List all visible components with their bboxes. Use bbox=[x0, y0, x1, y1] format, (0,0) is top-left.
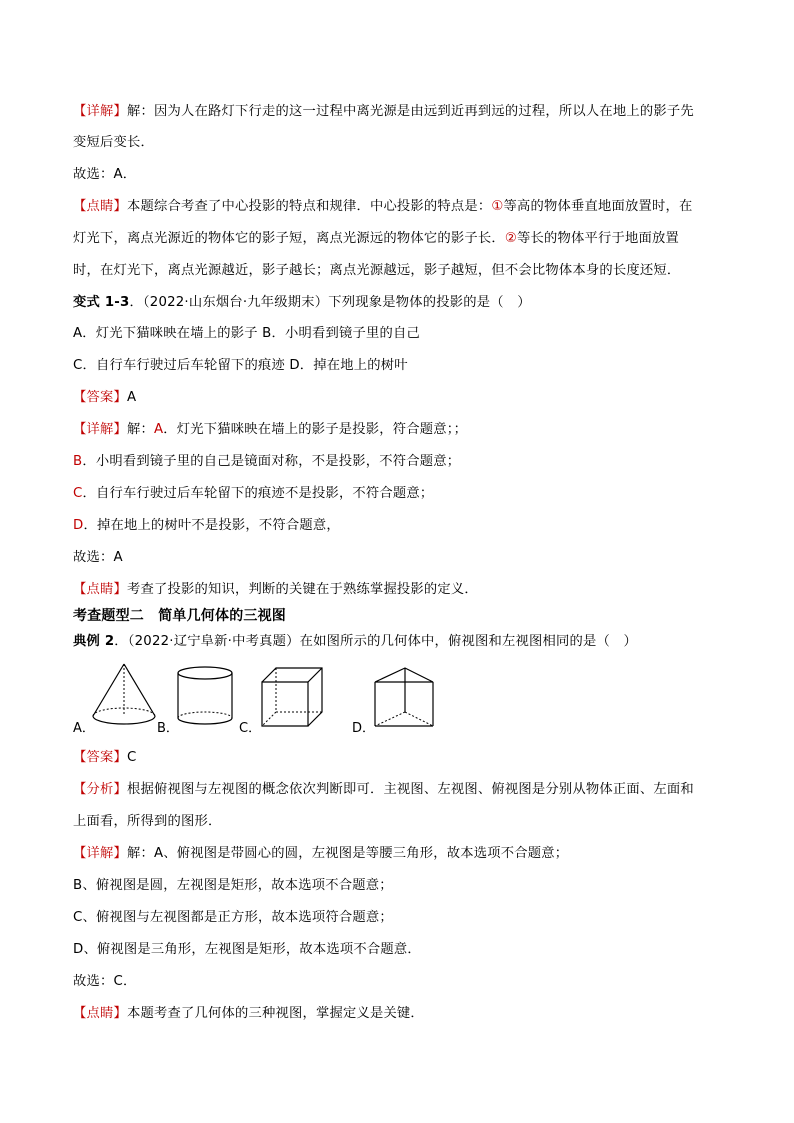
detail-cont: 变短后变长． bbox=[73, 135, 154, 150]
question-13 bbox=[73, 293, 531, 313]
comment-text-5: 本题考查了几何体的三种视图，掌握定义是关键． bbox=[127, 1006, 424, 1021]
example-label: 典例 2 bbox=[73, 634, 115, 649]
analysis-cont: 上面看，所得到的图形． bbox=[73, 814, 222, 829]
comment-l2-post: 等长的物体平行于地面放置 bbox=[517, 231, 679, 246]
prism-icon bbox=[371, 664, 437, 728]
cylinder-icon bbox=[175, 664, 235, 728]
section-heading: 考查题型二 简单几何体的三视图 bbox=[73, 608, 286, 624]
comment-line-2 bbox=[73, 229, 679, 249]
analysis-line bbox=[73, 780, 694, 800]
tag-analysis: 【分析】 bbox=[73, 782, 127, 797]
tag-comment: 【点睛】 bbox=[73, 199, 127, 214]
letter-a: A bbox=[154, 422, 164, 437]
answer-value: A bbox=[127, 390, 137, 405]
comment-line bbox=[73, 197, 693, 217]
select-line-2: 故选：A bbox=[73, 550, 123, 565]
letter-c: C bbox=[73, 486, 83, 501]
detail-2-d: D、俯视图是三角形，左视图是矩形，故本选项不合题意． bbox=[73, 942, 421, 957]
example-2 bbox=[73, 632, 637, 652]
cube-icon bbox=[258, 664, 328, 728]
example-text: ．（2022·辽宁阜新·中考真题）在如图所示的几何体中，俯视图和左视图相同的是（ ） bbox=[114, 634, 638, 649]
detail-2 bbox=[73, 844, 568, 864]
fig-label-b: B． bbox=[157, 721, 179, 736]
comment-text-2: 等高的物体垂直地面放置时，在 bbox=[503, 199, 693, 214]
comment-text: 本题综合考查了中心投影的特点和规律．中心投影的特点是： bbox=[127, 199, 492, 214]
circled-two: ② bbox=[504, 231, 518, 246]
comment-line-5 bbox=[73, 1004, 424, 1024]
analysis-text: 根据俯视图与左视图的概念依次判断即可．主视图、左视图、俯视图是分别从物体正面、左面和 bbox=[127, 782, 694, 797]
circled-one: ① bbox=[491, 199, 504, 214]
letter-b: B bbox=[73, 454, 83, 469]
fig-label-d: D． bbox=[352, 721, 376, 736]
tag-detail-2: 【详解】 bbox=[73, 422, 127, 437]
comment-line-3: 时，在灯光下，离点光源越近，影子越长；离点光源越远，影子越短，但不会比物体本身的长度还短． bbox=[73, 263, 681, 278]
detail-text: 解：因为人在路灯下行走的这一过程中离光源是由远到近再到远的过程，所以人在地上的影子先 bbox=[127, 104, 694, 119]
options-cd: C．自行车行驶过后车轮留下的痕迹 D．掉在地上的树叶 bbox=[73, 358, 408, 373]
fig-label-a: A． bbox=[73, 721, 95, 736]
letter-d: D bbox=[73, 518, 84, 533]
detail-c-text: ．自行车行驶过后车轮留下的痕迹不是投影，不符合题意； bbox=[82, 486, 434, 501]
detail-c bbox=[73, 484, 433, 504]
answer-value-2: C bbox=[127, 750, 137, 765]
detail-b bbox=[73, 452, 460, 472]
detail-d-text: ．掉在地上的树叶不是投影，不符合题意， bbox=[83, 518, 340, 533]
tag-detail: 【详解】 bbox=[73, 104, 127, 119]
detail-2-text: 解：A、俯视图是带圆心的圆，左视图是等腰三角形，故本选项不合题意； bbox=[127, 846, 569, 861]
select-line-3: 故选：C． bbox=[73, 974, 137, 989]
tag-comment-2: 【点睛】 bbox=[73, 582, 127, 597]
tag-detail-3: 【详解】 bbox=[73, 846, 127, 861]
fig-label-c: C． bbox=[239, 721, 262, 736]
answer-line bbox=[73, 388, 136, 408]
detail-a-text: ．灯光下猫咪映在墙上的影子是投影，符合题意；； bbox=[163, 422, 468, 437]
answer-line-2 bbox=[73, 748, 137, 768]
figure-options bbox=[73, 660, 453, 740]
detail-2-b: B、俯视图是圆，左视图是矩形，故本选项不合题意； bbox=[73, 878, 393, 893]
detail-pre: 解： bbox=[127, 422, 154, 437]
detail-line bbox=[73, 102, 694, 122]
tag-answer: 【答案】 bbox=[73, 390, 127, 405]
tag-comment-3: 【点睛】 bbox=[73, 1006, 127, 1021]
options-ab: A．灯光下猫咪映在墙上的影子 B．小明看到镜子里的自己 bbox=[73, 326, 420, 341]
tag-answer-2: 【答案】 bbox=[73, 750, 127, 765]
detail-2-c: C、俯视图与左视图都是正方形，故本选项符合题意； bbox=[73, 910, 393, 925]
comment-text-4: 考查了投影的知识，判断的关键在于熟练掌握投影的定义． bbox=[127, 582, 478, 597]
comment-l2-pre: 灯光下，离点光源近的物体它的影子短，离点光源远的物体它的影子长． bbox=[73, 231, 505, 246]
comment-line-4 bbox=[73, 580, 478, 600]
question-text: ．（2022·山东烟台·九年级期末）下列现象是物体的投影的是（ ） bbox=[129, 295, 531, 310]
cone-icon bbox=[89, 660, 159, 728]
detail-d bbox=[73, 516, 340, 536]
select-line: 故选：A． bbox=[73, 167, 137, 182]
detail-b-text: ．小明看到镜子里的自己是镜面对称，不是投影，不符合题意； bbox=[82, 454, 461, 469]
detail-1 bbox=[73, 420, 467, 440]
question-label: 变式 1-3 bbox=[73, 295, 130, 310]
